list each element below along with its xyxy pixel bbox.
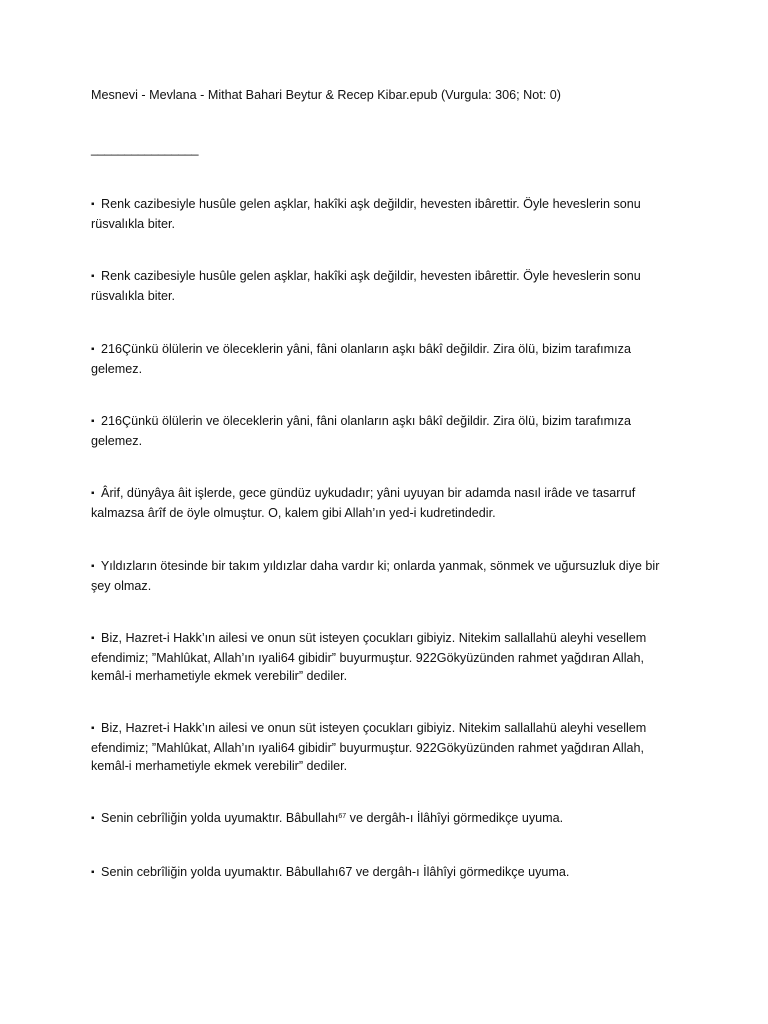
bullet-icon: ▪ bbox=[91, 488, 95, 499]
bullet-icon: ▪ bbox=[91, 199, 95, 210]
highlight-note bbox=[91, 340, 681, 378]
highlight-note bbox=[91, 629, 681, 685]
footnote-marker: 67 bbox=[338, 813, 347, 820]
highlight-note bbox=[91, 195, 681, 233]
note-text: Ârif, dünyâya âit işlerde, gece gündüz uykudadır; yâni uyuyan bir adamda nasıl irâde ve tasarruf kalmazsa ârîf de öyle olmuştur. O, kalem gibi Allah’ın yed-i kudretindedir. bbox=[91, 486, 636, 520]
note-text: 216Çünkü ölülerin ve öleceklerin yâni, fâni olanların aşkı bâkî değildir. Zira ölü, bizim tarafımıza gelemez. bbox=[91, 342, 631, 376]
highlight-note bbox=[91, 484, 681, 522]
bullet-icon: ▪ bbox=[91, 813, 95, 824]
bullet-icon: ▪ bbox=[91, 271, 95, 282]
bullet-icon: ▪ bbox=[91, 344, 95, 355]
highlight-note bbox=[91, 863, 681, 883]
title-divider: ________________ bbox=[91, 142, 199, 156]
bullet-icon: ▪ bbox=[91, 561, 95, 572]
highlight-note bbox=[91, 557, 681, 595]
note-text: Senin cebrîliğin yolda uyumaktır. Bâbullahı67 ve dergâh-ı İlâhîyi görmedikçe uyuma. bbox=[101, 865, 570, 879]
bullet-icon: ▪ bbox=[91, 867, 95, 878]
note-text: Biz, Hazret-i Hakk’ın ailesi ve onun süt isteyen çocukları gibiyiz. Nitekim sallallahü aleyhi vesellem efendimiz; ”Mahlûkat, Allah’ın ıyali64 gibidir” buyurmuştur. 922Gökyüzünden rahmet yağdıran Allah, kemâl-i merhametiyle ekmek verebilir” dediler. bbox=[91, 631, 647, 683]
note-text bbox=[101, 811, 563, 825]
note-text: Biz, Hazret-i Hakk’ın ailesi ve onun süt isteyen çocukları gibiyiz. Nitekim sallallahü aleyhi vesellem efendimiz; ”Mahlûkat, Allah’ın ıyali64 gibidir” buyurmuştur. 922Gökyüzünden rahmet yağdıran Allah, kemâl-i merhametiyle ekmek verebilir” dediler. bbox=[91, 721, 647, 773]
bullet-icon: ▪ bbox=[91, 416, 95, 427]
note-text: Renk cazibesiyle husûle gelen aşklar, hakîki aşk değildir, hevesten ibârettir. Öyle heveslerin sonu rüsvalıkla biter. bbox=[91, 197, 641, 231]
highlight-note bbox=[91, 719, 681, 775]
note-text-after: ve dergâh-ı İlâhîyi görmedikçe uyuma. bbox=[346, 811, 564, 825]
highlight-note bbox=[91, 809, 681, 829]
highlight-note bbox=[91, 412, 681, 450]
note-text: 216Çünkü ölülerin ve öleceklerin yâni, fâni olanların aşkı bâkî değildir. Zira ölü, bizim tarafımıza gelemez. bbox=[91, 414, 631, 448]
document-title: Mesnevi - Mevlana - Mithat Bahari Beytur & Recep Kibar.epub (Vurgula: 306; Not: 0) bbox=[91, 88, 561, 102]
note-text: Renk cazibesiyle husûle gelen aşklar, hakîki aşk değildir, hevesten ibârettir. Öyle heveslerin sonu rüsvalıkla biter. bbox=[91, 269, 641, 303]
note-text-before: Senin cebrîliğin yolda uyumaktır. Bâbullahı bbox=[101, 811, 339, 825]
note-text: Yıldızların ötesinde bir takım yıldızlar daha vardır ki; onlarda yanmak, sönmek ve uğursuzluk diye bir şey olmaz. bbox=[91, 559, 660, 593]
bullet-icon: ▪ bbox=[91, 633, 95, 644]
bullet-icon: ▪ bbox=[91, 723, 95, 734]
highlight-note bbox=[91, 267, 681, 305]
